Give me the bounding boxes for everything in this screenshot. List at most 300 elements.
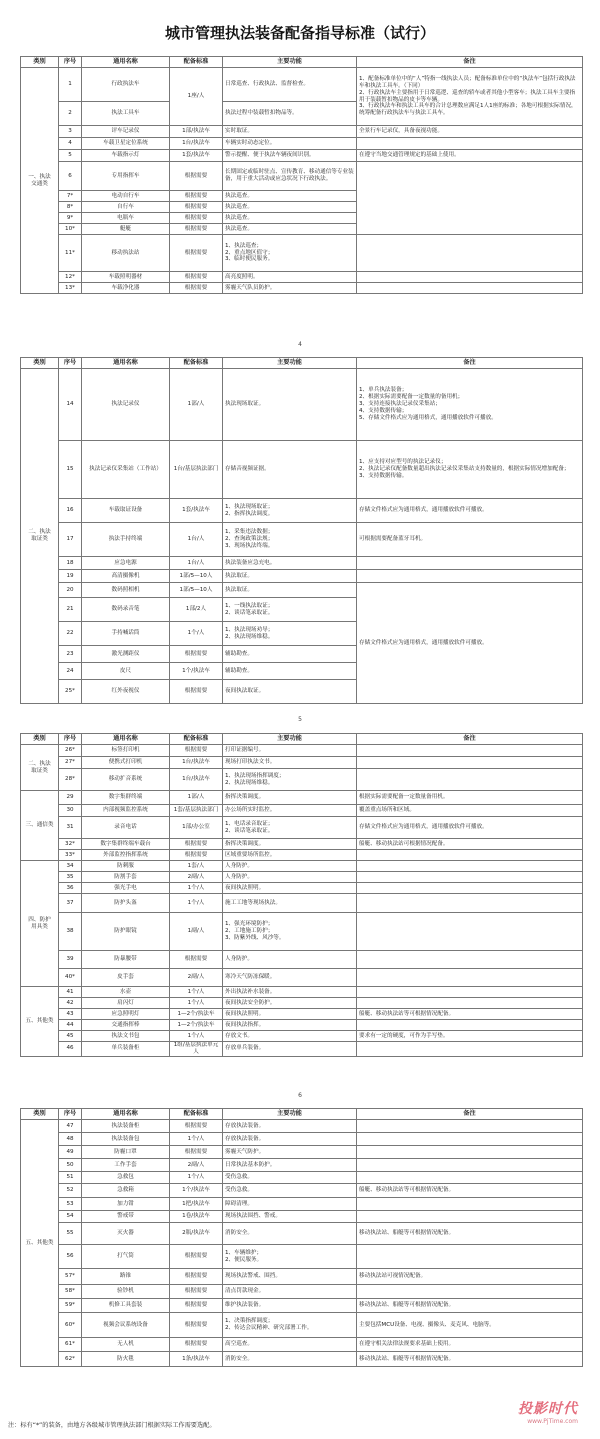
- item-standard: 根据需要: [170, 213, 223, 224]
- header-name: 通用名称: [82, 57, 170, 68]
- item-note: [357, 557, 583, 570]
- item-name: 防暴腰带: [82, 951, 170, 969]
- item-function: 辅助勘查。: [223, 646, 357, 663]
- item-standard: 1部/2人: [170, 598, 223, 622]
- table-row: [21, 1245, 583, 1269]
- item-standard: 1部/人: [170, 791, 223, 805]
- item-function: 寒冷天气防冻保暖。: [223, 969, 357, 987]
- item-name: 防霾口罩: [82, 1146, 170, 1159]
- item-function: 夜间执法指挥。: [223, 1020, 357, 1031]
- item-standard: 1部/执法车: [170, 126, 223, 138]
- header-note: 备注: [357, 734, 583, 745]
- watermark-url: www.PjTime.com: [527, 1418, 578, 1425]
- item-standard: 1—2个/执法车: [170, 1009, 223, 1020]
- item-name: 灭火器: [82, 1223, 170, 1245]
- category-cell: 一、执法 交通类: [21, 68, 59, 294]
- item-note: [357, 883, 583, 894]
- table-row: [21, 499, 583, 523]
- item-note: [357, 283, 583, 294]
- item-name: 数字集群终端车载台: [82, 839, 170, 850]
- item-note: [357, 272, 583, 283]
- item-note: [357, 894, 583, 913]
- item-standard: 1个/人: [170, 1172, 223, 1184]
- item-function: 指挥决策调度。: [223, 839, 357, 850]
- item-function: 辅助勘查。: [223, 663, 357, 680]
- item-function: 存放执法装备。: [223, 1120, 357, 1133]
- item-note: 主要包括MCU设备、电视、摄像头、麦克风、电脑等。: [357, 1313, 583, 1338]
- table-row: [21, 791, 583, 805]
- header-name: 通用名称: [82, 734, 170, 745]
- item-standard: 根据需要: [170, 191, 223, 202]
- item-function: 高空巡查。: [223, 1338, 357, 1352]
- item-name: 视频会议系统设备: [82, 1313, 170, 1338]
- item-number: 14: [59, 369, 82, 441]
- table-row: [21, 839, 583, 850]
- item-note: 移动执法站可视情况配备。: [357, 1269, 583, 1285]
- item-number: 28*: [59, 769, 82, 791]
- item-note: 在遵守当地交通管理规定的基础上使用。: [357, 150, 583, 162]
- item-function: 执法过程中装载暂扣物品等。: [223, 102, 357, 126]
- table-row: [21, 1299, 583, 1313]
- item-standard: 2副/人: [170, 872, 223, 883]
- item-function: 存放文书。: [223, 1031, 357, 1042]
- header-no: 序号: [59, 1109, 82, 1120]
- item-number: 48: [59, 1133, 82, 1146]
- table-section-4: [20, 1108, 583, 1367]
- category-cell: 五、其他类: [21, 1120, 59, 1367]
- item-function: 高亮度照明。: [223, 272, 357, 283]
- item-standard: 1套/执法车: [170, 150, 223, 162]
- item-number: 11*: [59, 235, 82, 272]
- header-standard: 配备标准: [170, 57, 223, 68]
- header-function: 主要功能: [223, 1109, 357, 1120]
- table-row: [21, 557, 583, 570]
- item-standard: 2副/人: [170, 1159, 223, 1172]
- item-standard: 1台/执法车: [170, 138, 223, 150]
- header-standard: 配备标准: [170, 1109, 223, 1120]
- item-number: 35: [59, 872, 82, 883]
- category-cell: 五、其他类: [21, 987, 59, 1057]
- item-number: 36: [59, 883, 82, 894]
- item-name: 执法记录仪: [82, 369, 170, 441]
- table-row: [21, 757, 583, 769]
- item-number: 38: [59, 913, 82, 951]
- table-row: [21, 1211, 583, 1223]
- item-name: 执法装备柜: [82, 1120, 170, 1133]
- item-function: 存放执法装备。: [223, 1133, 357, 1146]
- item-number: 19: [59, 570, 82, 583]
- item-function: 消防安全。: [223, 1223, 357, 1245]
- item-note: [357, 757, 583, 769]
- item-standard: 1个/执法车: [170, 1184, 223, 1198]
- item-note: [357, 1198, 583, 1211]
- item-note: 1、配备标准单位中的“人”特指一线执法人员；配备标准单位中的“执法车”包括行政执法车和执法工具车。（下同） 2、行政执法车主要指用于日常巡逻、巡查的轿车或者其他小型客车；执法工具车主要指用于装载暂扣物品的皮卡等车辆。 3、行政执法车和执法工具车的合计总理数应满足1人1座的标准；各地可根据实际情况，统筹配备行政执法车与执法工具车。: [357, 68, 583, 126]
- item-name: 车载照明器材: [82, 272, 170, 283]
- item-number: 12*: [59, 272, 82, 283]
- item-function: 执法装备应急充电。: [223, 557, 357, 570]
- table-row: [21, 441, 583, 499]
- item-standard: 2副/人: [170, 969, 223, 987]
- item-name: 车载卫星定位系统: [82, 138, 170, 150]
- page-number: 4: [298, 341, 302, 348]
- item-standard: 1个/人: [170, 987, 223, 998]
- item-note: [357, 138, 583, 150]
- item-note: [357, 745, 583, 757]
- header-no: 序号: [59, 358, 82, 369]
- item-name: 无人机: [82, 1338, 170, 1352]
- item-function: 长期固定或临时驻点、宣传教育、移动通信等专业装备，用于重大活动或应急状况下行政执法。: [223, 162, 357, 191]
- item-name: 防割手套: [82, 872, 170, 883]
- item-number: 9*: [59, 213, 82, 224]
- item-note: [357, 1172, 583, 1184]
- item-number: 30: [59, 805, 82, 817]
- item-number: 6: [59, 162, 82, 191]
- item-note: [357, 1133, 583, 1146]
- item-function: 外出执法补水装备。: [223, 987, 357, 998]
- item-note: 移动执法站、船艇等可根据情况配备。: [357, 1223, 583, 1245]
- header-category: 类别: [21, 734, 59, 745]
- item-number: 17: [59, 523, 82, 557]
- item-number: 7*: [59, 191, 82, 202]
- category-cell: 四、防护 用具类: [21, 861, 59, 987]
- item-function: 日常执法基本防护。: [223, 1159, 357, 1172]
- category-cell: 三、通信类: [21, 791, 59, 861]
- item-function: 指挥决策调度。: [223, 791, 357, 805]
- item-standard: 1部/5—10人: [170, 570, 223, 583]
- item-note: 船艇、移动执法站等可根据情况配备。: [357, 1009, 583, 1020]
- item-function: 1、一线执法取证； 2、谈话笔录取证。: [223, 598, 357, 622]
- item-note: [357, 1146, 583, 1159]
- item-function: 消防安全。: [223, 1352, 357, 1367]
- header-function: 主要功能: [223, 734, 357, 745]
- item-function: 受伤急救。: [223, 1172, 357, 1184]
- item-number: 60*: [59, 1313, 82, 1338]
- item-name: 应急电源: [82, 557, 170, 570]
- item-function: 1、执法现场指挥调度； 2、执法现场维稳。: [223, 769, 357, 791]
- table-row: [21, 1285, 583, 1299]
- item-function: 夜间执法照明。: [223, 1009, 357, 1020]
- item-name: 数码照相机: [82, 583, 170, 598]
- item-number: 49: [59, 1146, 82, 1159]
- table-row: [21, 235, 583, 272]
- table-row: [21, 805, 583, 817]
- item-number: 46: [59, 1042, 82, 1057]
- table-row: [21, 998, 583, 1009]
- item-name: 执法记录仪采集站（工作站）: [82, 441, 170, 499]
- item-function: 人身防护。: [223, 951, 357, 969]
- item-number: 10*: [59, 224, 82, 235]
- item-number: 55: [59, 1223, 82, 1245]
- item-function: 执法巡查。: [223, 202, 357, 213]
- item-standard: 1把/执法车: [170, 1198, 223, 1211]
- item-function: 1、电话录音取证； 2、谈话笔录取证。: [223, 817, 357, 839]
- item-number: 62*: [59, 1352, 82, 1367]
- item-function: 现场打印执法文书。: [223, 757, 357, 769]
- table-row: [21, 969, 583, 987]
- item-note: [357, 998, 583, 1009]
- item-note: [357, 235, 583, 272]
- table-row: [21, 1159, 583, 1172]
- table-section-1: [20, 56, 583, 294]
- item-function: 人身防护。: [223, 861, 357, 872]
- header-standard: 配备标准: [170, 734, 223, 745]
- item-number: 21: [59, 598, 82, 622]
- table-row: [21, 1269, 583, 1285]
- item-function: 现场执法警戒、围挡。: [223, 1269, 357, 1285]
- item-function: 执法巡查。: [223, 213, 357, 224]
- item-standard: 1个/人: [170, 1031, 223, 1042]
- item-note: 移动执法站、船艇等可根据情况配备。: [357, 1352, 583, 1367]
- item-note: 存储文件格式应为通用格式，通用播放软件可播放。: [357, 817, 583, 839]
- item-name: 验钞机: [82, 1285, 170, 1299]
- table-row: [21, 523, 583, 557]
- table-row: [21, 1223, 583, 1245]
- item-note: 存储文件格式应为通用格式，通用播放软件可播放。: [357, 499, 583, 523]
- page-number: 6: [298, 1092, 302, 1099]
- item-note: 要求有一定的硬度，可作为手写垫。: [357, 1031, 583, 1042]
- item-number: 54: [59, 1211, 82, 1223]
- table-row: [21, 1184, 583, 1198]
- header-name: 通用名称: [82, 1109, 170, 1120]
- item-name: 执法文书包: [82, 1031, 170, 1042]
- item-note: 船艇、移动执法站可根据情况配备。: [357, 839, 583, 850]
- item-name: 强光手电: [82, 883, 170, 894]
- watermark-logo-text: 投影时代: [518, 1401, 578, 1417]
- item-name: 皮尺: [82, 663, 170, 680]
- item-number: 57*: [59, 1269, 82, 1285]
- table-row: [21, 68, 583, 102]
- item-name: 数码录音笔: [82, 598, 170, 622]
- item-number: 34: [59, 861, 82, 872]
- item-name: 执法手持终端: [82, 523, 170, 557]
- item-number: 23: [59, 646, 82, 663]
- item-function: 执法巡查。: [223, 191, 357, 202]
- footnote: 注：标有“*”的装备，由地方各级城市管理执法部门根据实际工作需要选配。: [8, 1422, 216, 1429]
- item-name: 电动自行车: [82, 191, 170, 202]
- item-number: 52: [59, 1184, 82, 1198]
- item-name: 评车记录仪: [82, 126, 170, 138]
- item-name: 自行车: [82, 202, 170, 213]
- item-standard: 根据需要: [170, 283, 223, 294]
- item-number: 32*: [59, 839, 82, 850]
- item-note: [357, 861, 583, 872]
- item-number: 4: [59, 138, 82, 150]
- table-row: [21, 1172, 583, 1184]
- item-standard: 1台/人: [170, 523, 223, 557]
- document-title: 城市管理执法装备配备指导标准（试行）: [164, 24, 435, 42]
- item-function: 受伤急救。: [223, 1184, 357, 1198]
- item-standard: 1套/人: [170, 861, 223, 872]
- item-name: 高清摄像机: [82, 570, 170, 583]
- item-standard: 1台/人: [170, 557, 223, 570]
- table-row: [21, 570, 583, 583]
- item-number: 1: [59, 68, 82, 102]
- item-standard: 1个/人: [170, 883, 223, 894]
- item-function: 障碍清理。: [223, 1198, 357, 1211]
- item-name: 便携式打印机: [82, 757, 170, 769]
- item-number: 25*: [59, 680, 82, 704]
- item-number: 2: [59, 102, 82, 126]
- item-number: 42: [59, 998, 82, 1009]
- table-row: [21, 987, 583, 998]
- item-function: 施工工地等现场执法。: [223, 894, 357, 913]
- item-function: 日常巡查、行政执法、监督检查。: [223, 68, 357, 102]
- item-name: 防护眼镜: [82, 913, 170, 951]
- header-note: 备注: [357, 358, 583, 369]
- item-function: 1、车辆维护； 2、便民服务。: [223, 1245, 357, 1269]
- item-name: 急救箱: [82, 1184, 170, 1198]
- item-note: [357, 969, 583, 987]
- item-standard: 根据需要: [170, 1338, 223, 1352]
- item-number: 43: [59, 1009, 82, 1020]
- item-function: 1、决策指挥调度； 2、传达会议精神、研究部署工作。: [223, 1313, 357, 1338]
- item-number: 24: [59, 663, 82, 680]
- item-note: [357, 872, 583, 883]
- item-standard: 1部/办公室: [170, 817, 223, 839]
- item-number: 27*: [59, 757, 82, 769]
- item-name: 红外夜视仪: [82, 680, 170, 704]
- item-note: [357, 1120, 583, 1133]
- table-section-3: [20, 733, 583, 1057]
- item-name: 皮手套: [82, 969, 170, 987]
- table-row: [21, 150, 583, 162]
- item-name: 外部监控指挥系统: [82, 850, 170, 861]
- item-standard: 根据需要: [170, 646, 223, 663]
- table-row: [21, 769, 583, 791]
- item-standard: 根据需要: [170, 162, 223, 191]
- item-standard: 1组/基层执法单元人: [170, 1042, 223, 1057]
- item-note: [357, 570, 583, 583]
- table-row: [21, 162, 583, 191]
- item-note: 1、应支持对应型号的执法记录仪； 2、执法记录仪配备数量超出执法记录仪采集站支持数量的，根据实际情况增加配备； 3、支持数据传输。: [357, 441, 583, 499]
- item-function: 执法取证。: [223, 583, 357, 598]
- item-function: 1、执法现场劝导； 2、执法现场维稳。: [223, 622, 357, 646]
- table-row: [21, 817, 583, 839]
- item-note: [357, 850, 583, 861]
- item-standard: 根据需要: [170, 1313, 223, 1338]
- item-standard: 根据需要: [170, 1146, 223, 1159]
- item-standard: 1部/5—10人: [170, 583, 223, 598]
- header-note: 备注: [357, 57, 583, 68]
- table-row: [21, 1146, 583, 1159]
- item-number: 41: [59, 987, 82, 998]
- item-number: 53: [59, 1198, 82, 1211]
- item-name: 内部视频监控系统: [82, 805, 170, 817]
- table-row: [21, 861, 583, 872]
- item-name: 手持喊话筒: [82, 622, 170, 646]
- table-row: [21, 894, 583, 913]
- item-standard: 1个/人: [170, 998, 223, 1009]
- item-standard: 根据需要: [170, 224, 223, 235]
- item-note: [357, 987, 583, 998]
- table-row: [21, 369, 583, 441]
- item-standard: 根据需要: [170, 1245, 223, 1269]
- item-name: 工作手套: [82, 1159, 170, 1172]
- item-number: 37: [59, 894, 82, 913]
- item-standard: 1个/人: [170, 894, 223, 913]
- item-note: [357, 1042, 583, 1057]
- item-function: 实时取证。: [223, 126, 357, 138]
- table-row: [21, 913, 583, 951]
- item-note: [357, 1211, 583, 1223]
- item-number: 5: [59, 150, 82, 162]
- item-name: 警戒带: [82, 1211, 170, 1223]
- item-standard: 1副/人: [170, 913, 223, 951]
- item-number: 39: [59, 951, 82, 969]
- item-name: 行政执法车: [82, 68, 170, 102]
- table-row: [21, 951, 583, 969]
- table-row: [21, 745, 583, 757]
- table-row: [21, 1009, 583, 1020]
- item-standard: 2瓶/执法车: [170, 1223, 223, 1245]
- header-function: 主要功能: [223, 358, 357, 369]
- item-function: 存储音视频证据。: [223, 441, 357, 499]
- item-function: 执法现场取证。: [223, 369, 357, 441]
- item-note: 移动执法站、船艇等可根据情况配备。: [357, 1299, 583, 1313]
- item-function: 人身防护。: [223, 872, 357, 883]
- item-note: 存储文件格式应为通用格式，通用播放软件可播放。: [357, 583, 583, 704]
- table-row: [21, 1352, 583, 1367]
- item-number: 18: [59, 557, 82, 570]
- item-number: 26*: [59, 745, 82, 757]
- item-name: 打气筒: [82, 1245, 170, 1269]
- item-name: 数字集群终端: [82, 791, 170, 805]
- header-standard: 配备标准: [170, 358, 223, 369]
- header-no: 序号: [59, 734, 82, 745]
- item-name: 路锥: [82, 1269, 170, 1285]
- item-function: 执法巡查。: [223, 224, 357, 235]
- header-no: 序号: [59, 57, 82, 68]
- item-function: 打印证据编号。: [223, 745, 357, 757]
- item-function: 车辆实时动态定位。: [223, 138, 357, 150]
- item-number: 22: [59, 622, 82, 646]
- item-name: 车载取证设备: [82, 499, 170, 523]
- item-note: [357, 951, 583, 969]
- item-number: 33*: [59, 850, 82, 861]
- item-note: [357, 1159, 583, 1172]
- item-standard: 根据需要: [170, 202, 223, 213]
- item-note: [357, 769, 583, 791]
- item-standard: 根据需要: [170, 1120, 223, 1133]
- item-number: 56: [59, 1245, 82, 1269]
- item-number: 16: [59, 499, 82, 523]
- table-row: [21, 850, 583, 861]
- table-row: [21, 1313, 583, 1338]
- item-function: 1、执法巡查； 2、重点地区值守； 3、临时便民服务。: [223, 235, 357, 272]
- table-row: [21, 1031, 583, 1042]
- item-standard: 1—2个/执法车: [170, 1020, 223, 1031]
- item-number: 29: [59, 791, 82, 805]
- item-standard: 1套/基层执法部门: [170, 805, 223, 817]
- item-name: 肩闪灯: [82, 998, 170, 1009]
- item-standard: 根据需要: [170, 850, 223, 861]
- table-row: [21, 583, 583, 598]
- item-standard: 根据需要: [170, 272, 223, 283]
- item-function: 1、执法现场取证； 2、指挥执法调度。: [223, 499, 357, 523]
- item-number: 8*: [59, 202, 82, 213]
- item-number: 45: [59, 1031, 82, 1042]
- item-number: 3: [59, 126, 82, 138]
- item-name: 标签打印机: [82, 745, 170, 757]
- table-row: [21, 138, 583, 150]
- item-name: 执法工具车: [82, 102, 170, 126]
- item-note: [357, 162, 583, 235]
- item-name: 交通指挥棒: [82, 1020, 170, 1031]
- header-category: 类别: [21, 358, 59, 369]
- item-name: 防护头盔: [82, 894, 170, 913]
- item-function: 警示提醒、便于执法车辆夜间识别。: [223, 150, 357, 162]
- item-standard: 1座/人: [170, 68, 223, 126]
